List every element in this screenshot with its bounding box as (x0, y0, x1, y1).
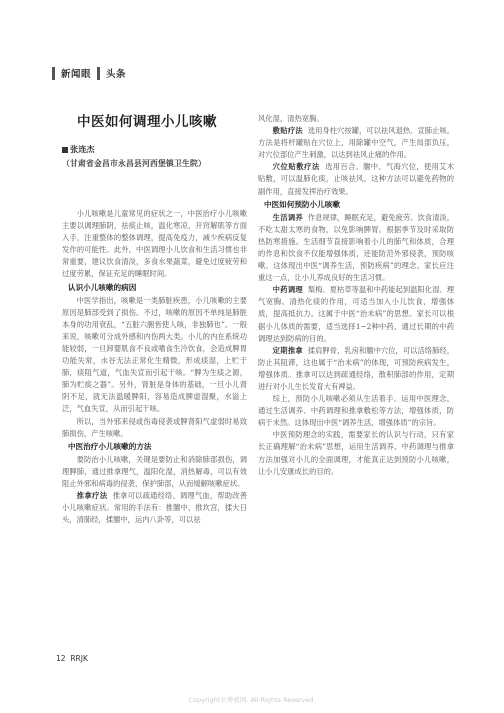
copyright-watermark: Copyright©博看网. All Rights Reserved. (188, 696, 316, 704)
acupoint-paragraph (258, 161, 454, 197)
final-paragraph: 中医预防理念的实践，需要家长的认识与行动，只有家长正确理解“治未病”思想，运用生活调养、中药调理与推拿方法加强对小儿的全面调理，才能真正达到预防小儿咳嗽，让小儿安康成长的目的。 (258, 430, 454, 476)
methods-paragraph-1: 要防治小儿咳嗽，关键是要防止和消除肺部损伤，调理脾肺，通过推拿理气，温阳化湿，消热解毒，可以有效阻止外邪和病毒的侵袭，保护肺部，从而缓解咳嗽症状。 (62, 454, 247, 488)
section-header (52, 66, 126, 80)
journal-name: RRJK (70, 654, 88, 663)
term-acupoint: 穴位贴敷疗法 (272, 162, 320, 172)
cupping-paragraph (258, 125, 454, 161)
summary-paragraph: 综上，预防小儿咳嗽必须从生活着手。运用中医理念，通过生活调养、中药调理和推拿敷松等方法，增强体质，防病于未然。这体现出中医“调养生活，增强体质”的宗旨。 (258, 394, 454, 428)
author-affiliation: （甘肃省金昌市永昌县河西堡镇卫生院） (62, 159, 206, 168)
regular-massage-paragraph (258, 345, 454, 393)
author-line (62, 144, 95, 155)
term-herbal: 中药调理 (272, 285, 304, 295)
herbal-text: 梨梅、夏枯草等温和中药能起到温阳化湿、理气宽胸、清热化痰的作用，可适当加入小儿饮食，增强体质，提高抵抗力。这属于中医“治未病”的思想。家长可以根据小儿体质的需要，适当选择1~2种中药，通过长期的中药调理达到防病的目的。 (258, 285, 455, 343)
intro-paragraph: 小儿咳嗽是儿童常见的症状之一，中医治疗小儿咳嗽主要以调理肺阴，祛痰止咳，温化寒凉，开窍解肌等方面入手，注重整体的整体调理，提高免疫力，减少疾病反复发作的可能性。此外，中医调理小儿饮食和生活习惯也非常重要，建议饮食清淡，多食水果蔬菜，避免过度疲劳和过度劳累，保证充足的睡眠时间。 (62, 209, 247, 279)
article-title: 中医如何调理小儿咳嗽 (77, 114, 217, 130)
header-bar-mid (97, 67, 100, 80)
massage-text: 推拿可以疏通经络、调理气血，帮助改善小儿咳嗽症状。常用的手法有：推膻中、推坎宫，揉大日头，清肺经，揉膻中，运内八卦等，可以祛 (62, 490, 248, 525)
cupping-text: 选用身柱穴按罐，可以祛风退热、宣肺止咳。方法是将杆罐贴在穴位上，用除罐中空气，产生局部负压，对穴位部位产生刺激，以达到祛风止痛的作用。 (258, 126, 455, 160)
section-heading-methods: 中医治疗小儿咳嗽的方法 (68, 441, 152, 451)
continuation-text: 风化湿，清热宽胸。 (258, 114, 324, 123)
term-regular-massage: 定期推拿 (272, 345, 304, 355)
term-lifestyle: 生活调养 (272, 212, 304, 222)
left-column (62, 208, 247, 526)
section-heading-causes: 认识小儿咳嗽的病因 (68, 282, 137, 292)
herbal-paragraph (258, 284, 454, 344)
methods-paragraph-2 (62, 490, 247, 526)
acupoint-text: 选用百合、膻中、气海穴位，使用艾木贴敷，可以温肺化痰，止咳祛风。这种方法可以避免药物的副作用，直接发挥治疗效果。 (258, 162, 454, 196)
section-heading-prevention: 中医如何预防小儿咳嗽 (264, 199, 340, 209)
subsection-label: 头条 (106, 69, 127, 80)
author-name: 张连杰 (70, 144, 95, 154)
page-footer (56, 654, 88, 663)
causes-paragraph-2: 所以，当外邪来侵或伤毒侵袭或脾肾阳气虚弱时易致肺损伤，产生咳嗽。 (62, 416, 247, 438)
page-number: 12 (56, 654, 66, 663)
term-cupping: 敷贴疗法 (272, 126, 304, 136)
regular-massage-text: 揉肩胛骨，乳房和膻中穴位，可以活络肺经，防止其阻滞，这也属于“治未病”的体现，可预防疾病发生，增强体质。推拿可以达到疏通经络，散积肺部的作用，定期进行对小儿生长发育大有裨益。 (258, 345, 455, 391)
lifestyle-text: 作息规律，睡眠充足，避免疲劳。饮食清淡，不吃太甜太寒的食物，以免影响脾胃。根据季节及时采取防热防寒措施。生活细节直接影响着小儿的肺气和体质，合理的作息和饮食不仅能增强体质，还能防范外邪侵袭，预防咳嗽。这体现出中医“调养生活，预防疾病”的理念。家长应注重这一点，让小儿养成良好的生活习惯。 (258, 212, 455, 283)
right-column (258, 113, 454, 478)
lifestyle-paragraph (258, 212, 454, 285)
author-square-icon (62, 147, 68, 153)
causes-paragraph-1: 中医学指出，咳嗽是一类肺脏疾患，小儿咳嗽的主要原因是肺部受到了损伤。不过，咳嗽的原因不单纯是肺脏本身的功用衰乱，“五脏六腑皆使人咳，非独肺也”。一般来说，咳嗽可分成外感和内伤两大类。小儿的内在系统功能较弱，一旦卸婴肌食不良或嗜食生冷饮食，会造成脾胃功能失常，水谷无法正常化生精微，形成痰湿，上贮于肺，痰阻气道，气血失宣而引起干咳。“脾为生痰之源，肺为贮痰之器”。另外，肾脏是身体的基础，一旦小儿肾阴不足，就无法温暖脾阳，容易造成脾虚湿聚，水溢上泛，气血失宣，从而引起干咳。 (62, 295, 247, 414)
section-label: 新闻眼 (61, 69, 92, 80)
header-bar-left (52, 67, 55, 80)
term-massage: 推拿疗法 (76, 490, 108, 500)
